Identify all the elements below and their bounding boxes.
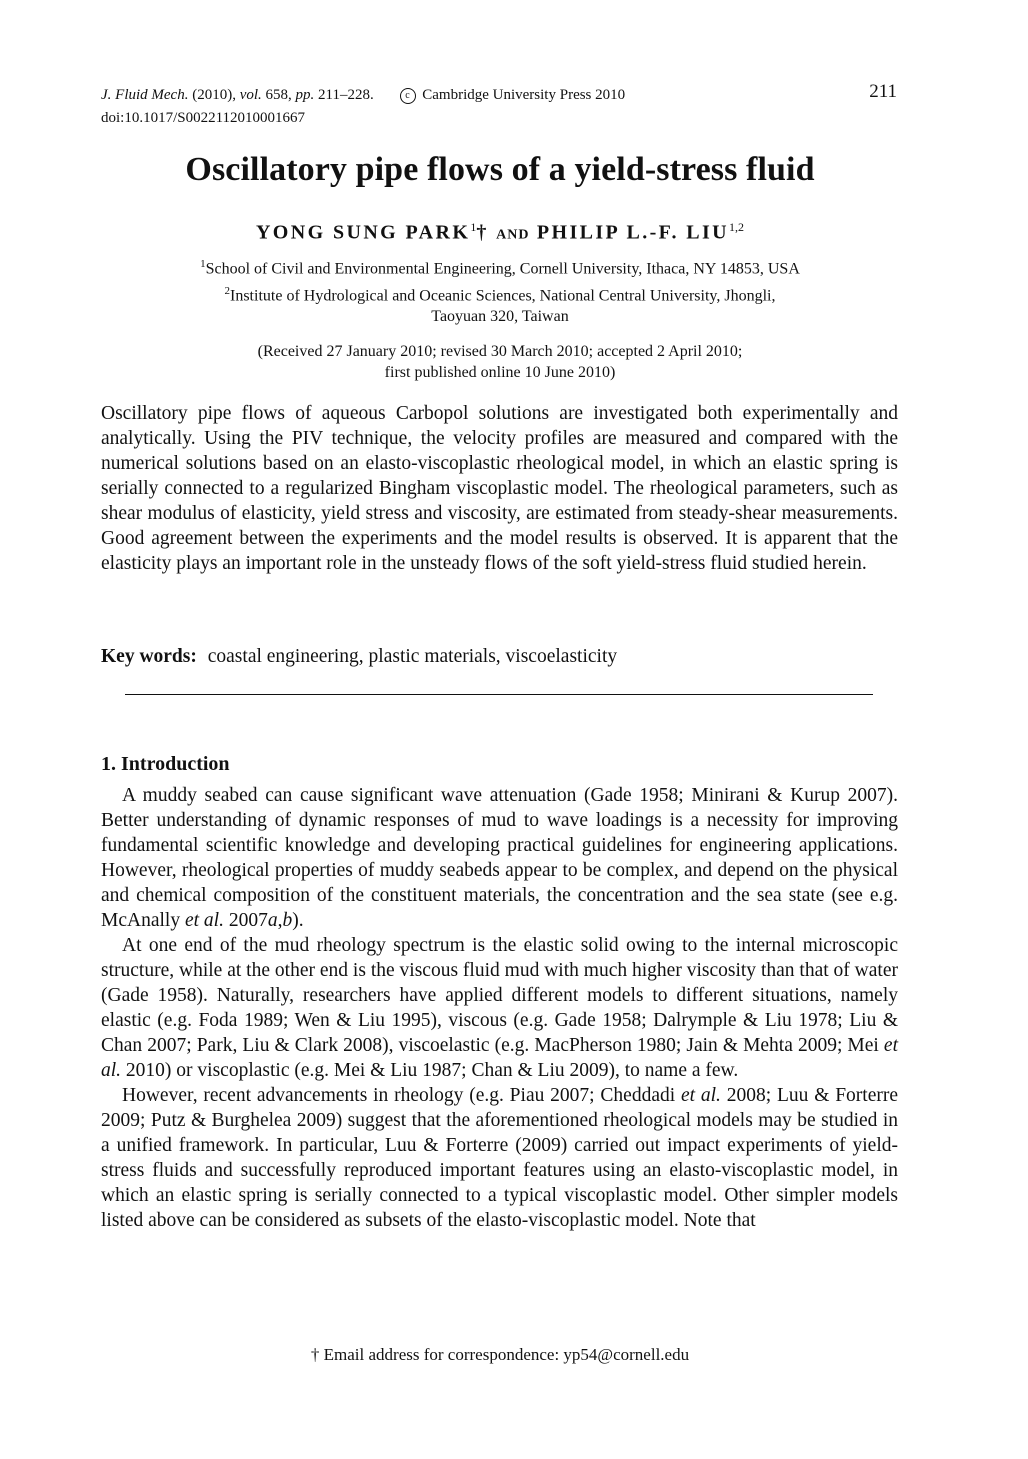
citation-suffix: b: [282, 910, 293, 931]
paragraph-text: A muddy seabed can cause significant wave attenuation (Gade 1958; Minirani & Kurup 2007). Better understanding of dynamic responses of mud to wave loadings is a necessity for improving fundamental scientific knowledge and developing practical guidelines for engineering applications. However, rheological properties of muddy seabeds appear to be complex, and depend on the physical and chemical composition of the constituent materials, the concentration and the sea state (see e.g. McAnally: [101, 785, 898, 931]
affiliation-2: [0, 281, 1000, 327]
received-line: (Received 27 January 2010; revised 30 March 2010; accepted 2 April 2010;: [257, 343, 743, 360]
volume-label: vol.: [239, 87, 262, 103]
page-number: 211: [869, 81, 897, 102]
paragraph: [101, 1083, 898, 1233]
paragraph-text: 2007: [223, 910, 268, 931]
affiliation-text: School of Civil and Environmental Engineering, Cornell University, Ithaca, NY 14853, USA: [205, 260, 800, 278]
divider: [125, 694, 873, 695]
author-affiliation-mark: 1,2: [729, 220, 745, 234]
paper-title: Oscillatory pipe flows of a yield-stress fluid: [185, 151, 815, 188]
section-body: [101, 783, 898, 1233]
section-heading: 1. Introduction: [101, 753, 230, 775]
affiliation-text: Institute of Hydrological and Oceanic Sciences, National Central University, Jhongli,: [230, 287, 776, 305]
affiliation-number: 2: [224, 285, 230, 297]
et-al: et al.: [680, 1085, 721, 1106]
pages-label: pp.: [295, 87, 315, 103]
paragraph-text: 2010) or viscoplastic (e.g. Mei & Liu 1987; Chan & Liu 2009), to name a few.: [121, 1060, 739, 1081]
author-name: YONG SUNG PARK: [255, 221, 471, 244]
paragraph-text: ).: [292, 910, 304, 931]
journal-name: J. Fluid Mech.: [101, 87, 189, 103]
keywords-value: coastal engineering, plastic materials, viscoelasticity: [207, 646, 618, 667]
copyright-text: Cambridge University Press 2010: [422, 87, 626, 103]
paragraph-text: However, recent advancements in rheology (e.g. Piau 2007; Cheddadi: [122, 1085, 676, 1106]
affiliation-1: [0, 254, 1000, 279]
affiliation-text: Taoyuan 320, Taiwan: [431, 308, 569, 326]
paragraph-text: At one end of the mud rheology spectrum is the elastic solid owing to the internal microscopic structure, while at the other end is the viscous fluid mud with much higher viscosity than that of water (Gade 1958). Naturally, researchers have applied different models to different situations, namely elastic (e.g. Foda 1989; Wen & Liu 1995), viscous (e.g. Gade 1958; Dalrymple & Liu 1978; Liu & Chan 2007; Park, Liu & Clark 2008), viscoelastic (e.g. MacPherson 1980; Jain & Mehta 2009; Mei: [101, 935, 898, 1056]
journal-year: (2010),: [192, 87, 236, 103]
journal-citation: [101, 85, 625, 105]
doi: doi:10.1017/S0022112010001667: [101, 110, 306, 126]
author-list: [0, 220, 1000, 245]
received-dates: [0, 341, 1000, 383]
paragraph-text: ,: [277, 910, 283, 931]
published-line: first published online 10 June 2010): [384, 364, 616, 381]
et-al: et al.: [184, 910, 224, 931]
abstract: Oscillatory pipe flows of aqueous Carbopol solutions are investigated both experimentally and analytically. Using the PIV technique, the velocity profiles are measured and compared with the numerical solutions based on an elasto-viscoplastic rheological model, in which an elastic spring is serially connected to a regularized Bingham viscoplastic model. The rheological parameters, such as shear modulus of elasticity, yield stress and viscosity, are estimated from steady-shear measurements. Good agreement between the experiments and the model results is observed. It is apparent that the elasticity plays an important role in the unsteady flows of the soft yield-stress fluid studied herein.: [101, 403, 898, 574]
author-affiliation-mark: 1: [470, 220, 477, 234]
author-name: PHILIP L.-F. LIU: [536, 221, 730, 244]
affiliation-number: 1: [200, 258, 206, 270]
keywords: [101, 644, 617, 669]
author-conjunction: AND: [496, 227, 530, 243]
paragraph: [101, 933, 898, 1083]
footnote: † Email address for correspondence: yp54@cornell.edu: [310, 1345, 690, 1364]
copyright-icon: c: [400, 88, 416, 104]
page-range: 211–228.: [318, 87, 374, 103]
et-al: et al.: [101, 1035, 898, 1081]
volume-number: 658,: [265, 87, 292, 103]
keywords-label: Key words:: [101, 646, 197, 667]
paragraph: [101, 783, 898, 933]
citation-suffix: a: [267, 910, 278, 931]
paragraph-text: 2008; Luu & Forterre 2009; Putz & Burghelea 2009) suggest that the aforementioned rheological models may be studied in a unified framework. In particular, Luu & Forterre (2009) carried out impact experiments of yield-stress fluids and successfully reproduced important features using an elasto-viscoplastic model, in which an elastic spring is serially connected to a typical viscoplastic model. Other simpler models listed above can be considered as subsets of the elasto-viscoplastic model. Note that: [101, 1085, 898, 1231]
correspondence-mark: †: [476, 221, 489, 244]
